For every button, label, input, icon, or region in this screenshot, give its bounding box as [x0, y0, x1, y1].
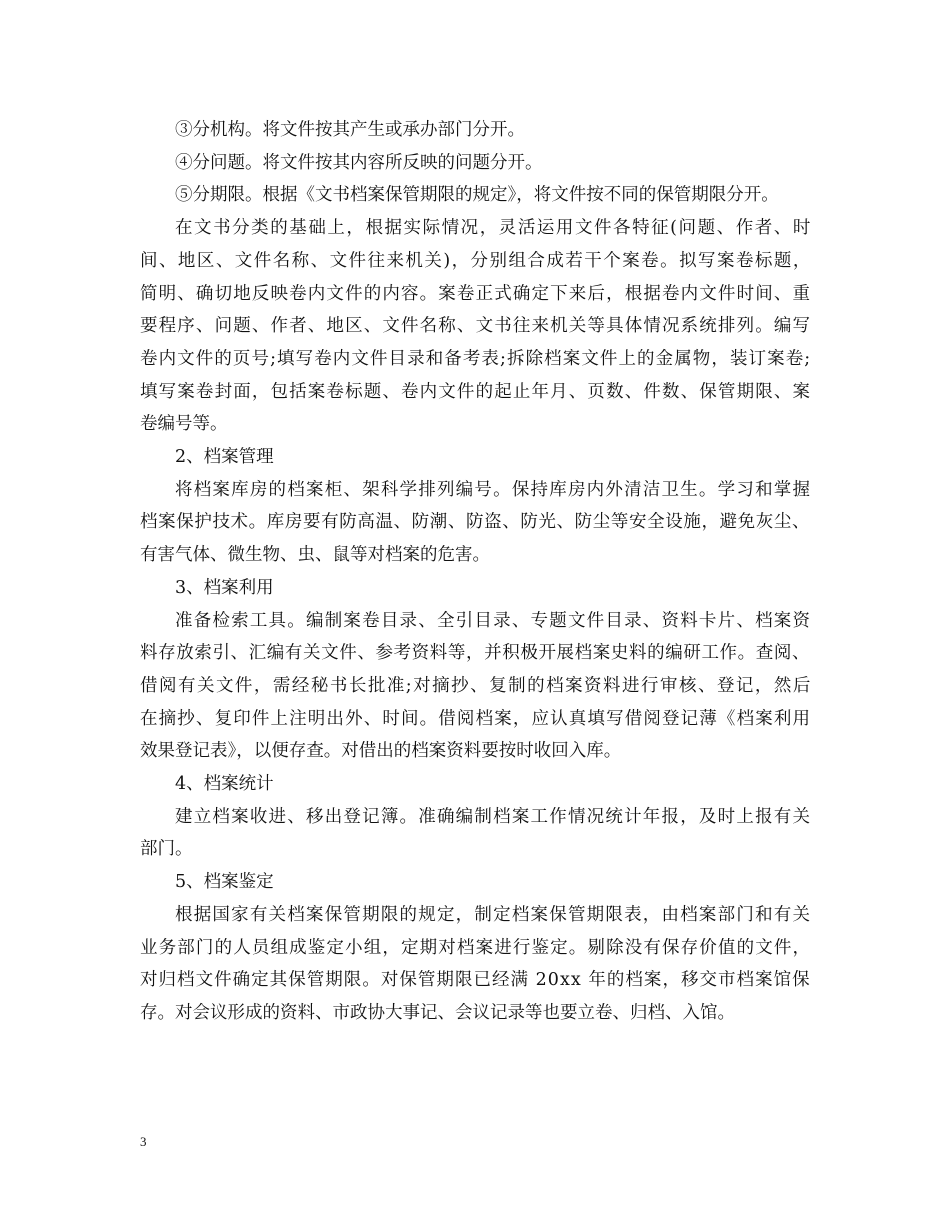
- text-line: 有害气体、微生物、虫、鼠等对档案的危害。: [140, 545, 490, 566]
- text-line: ⑤分期限。根据《文书档案保管期限的规定》，将文件按不同的保管期限分开。: [175, 185, 779, 206]
- text-line: 建立档案收进、移出登记簿。准确编制档案工作情况统计年报，及时上报有关: [175, 806, 812, 827]
- text-line: 部门。: [140, 839, 193, 860]
- text-line: 业务部门的人员组成鉴定小组，定期对档案进行鉴定。剔除没有保存价值的文件，: [140, 937, 812, 958]
- text-line: 卷编号等。: [140, 414, 228, 435]
- section-heading: 5、档案鉴定: [175, 872, 274, 893]
- text-line: ④分问题。将文件按其内容所反映的问题分开。: [175, 152, 543, 173]
- text-line: ③分机构。将文件按其产生或承办部门分开。: [175, 120, 525, 140]
- text-line: 间、地区、文件名称、文件往来机关)，分别组合成若干个案卷。拟写案卷标题，: [140, 250, 812, 271]
- text-line: 在摘抄、复印件上注明出外、时间。借阅档案，应认真填写借阅登记薄《档案利用: [140, 708, 812, 729]
- text-line: 将档案库房的档案柜、架科学排列编号。保持库房内外清洁卫生。学习和掌握: [175, 479, 812, 500]
- text-line: 准备检索工具。编制案卷目录、全引目录、专题文件目录、资料卡片、档案资: [175, 610, 812, 631]
- text-line: 在文书分类的基础上，根据实际情况，灵活运用文件各特征(问题、作者、时: [175, 218, 812, 239]
- text-line: 对归档文件确定其保管期限。对保管期限已经满 20xx 年的档案，移交市档案馆保: [140, 970, 811, 991]
- text-line: 存。对会议形成的资料、市政协大事记、会议记录等也要立卷、归档、入馆。: [140, 1002, 735, 1023]
- text-line: 借阅有关文件，需经秘书长批准;对摘抄、复制的档案资料进行审核、登记，然后: [140, 675, 812, 696]
- text-line: 简明、确切地反映卷内文件的内容。案卷正式确定下来后，根据卷内文件时间、重: [140, 283, 812, 304]
- text-line: 档案保护技术。库房要有防高温、防潮、防盗、防光、防尘等安全设施，避免灰尘、: [140, 512, 811, 533]
- text-line: 卷内文件的页号;填写卷内文件目录和备考表;拆除档案文件上的金属物，装订案卷;: [140, 348, 812, 369]
- section-heading: 3、档案利用: [175, 577, 274, 598]
- text-line: 效果登记表》，以便存查。对借出的档案资料要按时收回入库。: [140, 741, 622, 762]
- text-line: 填写案卷封面，包括案卷标题、卷内文件的起止年月、页数、件数、保管期限、案: [140, 381, 812, 402]
- text-line: 料存放索引、汇编有关文件、参考资料等，并积极开展档案史料的编研工作。查阅、: [140, 643, 811, 664]
- text-line: 要程序、问题、作者、地区、文件名称、文书往来机关等具体情况系统排列。编写: [140, 316, 812, 337]
- text-line: 根据国家有关档案保管期限的规定，制定档案保管期限表，由档案部门和有关: [175, 904, 812, 925]
- section-heading: 2、档案管理: [175, 447, 274, 467]
- page-number: 3: [140, 1134, 147, 1149]
- section-heading: 4、档案统计: [175, 774, 274, 794]
